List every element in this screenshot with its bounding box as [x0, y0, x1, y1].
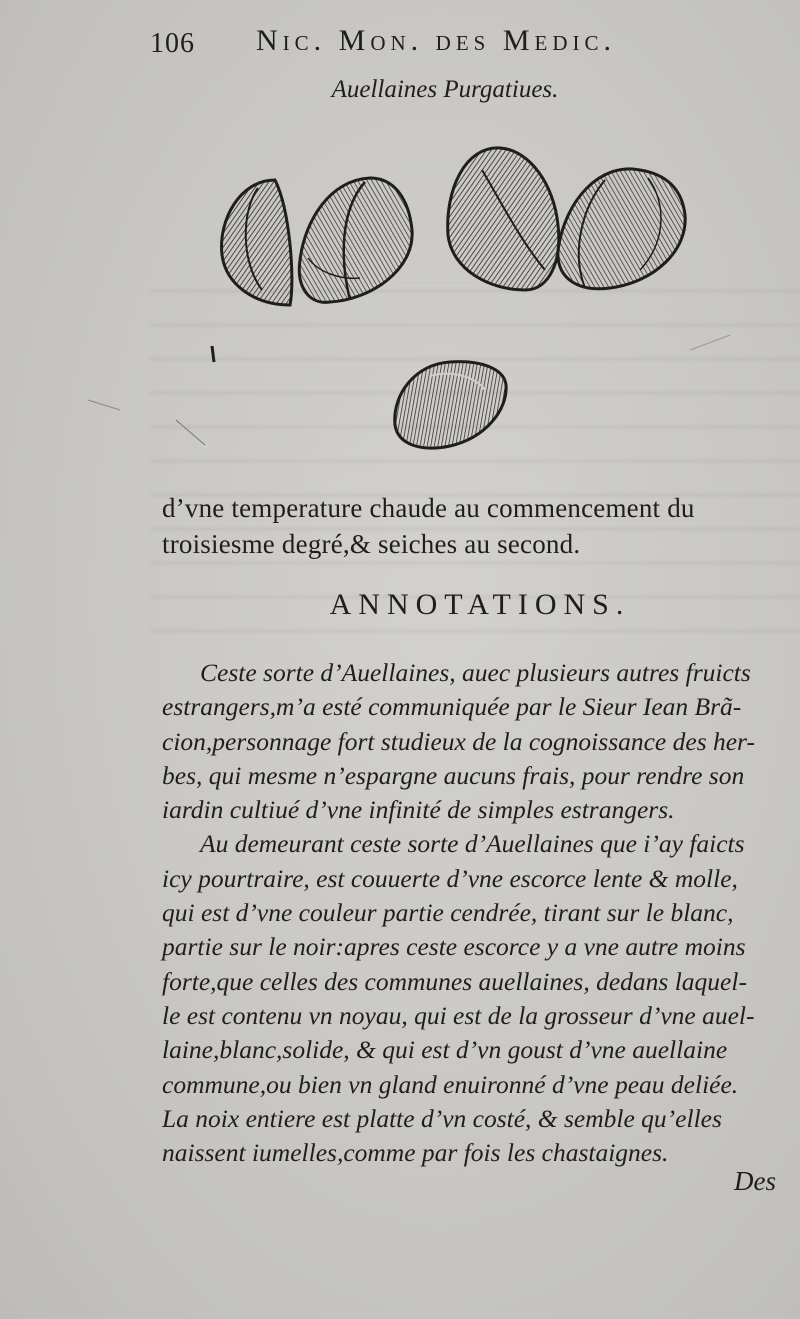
text-line: commune,ou bien vn gland enuironné d’vne peau deliée.: [162, 1069, 739, 1099]
text-line: estrangers,m’a esté communiquée par le Sieur Iean Brã-: [162, 692, 742, 722]
page-number: 106: [150, 28, 195, 59]
text-line: troisiesme degré,& seiches au second.: [162, 529, 581, 559]
text-line: le est contenu vn noyau, qui est de la grosseur d’vne auel-: [162, 1000, 755, 1030]
text-line: forte,que celles des communes auellaines, dedans laquel-: [162, 966, 747, 996]
annotations-heading: ANNOTATIONS.: [329, 588, 631, 621]
text-line: Au demeurant ceste sorte d’Auellaines que i’ay faicts: [200, 829, 745, 859]
text-line: qui est d’vne couleur partie cendrée, tirant sur le blanc,: [162, 898, 734, 928]
text-line: d’vne temperature chaude au commencement du: [162, 493, 695, 523]
text-line: icy pourtraire, est couuerte d’vne escorce lente & molle,: [162, 863, 738, 893]
running-title: Nic. Mon. des Medic.: [256, 24, 617, 57]
catchword: Des: [734, 1166, 776, 1196]
text-line: laine,blanc,solide, & qui est d’vn goust d’vne auellaine: [162, 1035, 728, 1065]
text-line: cion,personnage fort studieux de la cognoissance des her-: [162, 726, 755, 756]
text-line: partie sur le noir:apres ceste escorce y a vne autre moins: [162, 932, 746, 962]
text-line: bes, qui mesme n’espargne aucuns frais, pour rendre son: [162, 760, 745, 790]
text-line: naissent iumelles,comme par fois les chastaignes.: [162, 1138, 669, 1168]
text-line: La noix entiere est platte d’vn costé, & semble qu’elles: [162, 1103, 722, 1133]
figure-title: Auellaines Purgatiues.: [331, 76, 559, 103]
text-line: Ceste sorte d’Auellaines, auec plusieurs autres fruicts: [200, 658, 751, 687]
text-line: iardin cultiué d’vne infinité de simples estrangers.: [162, 795, 675, 825]
